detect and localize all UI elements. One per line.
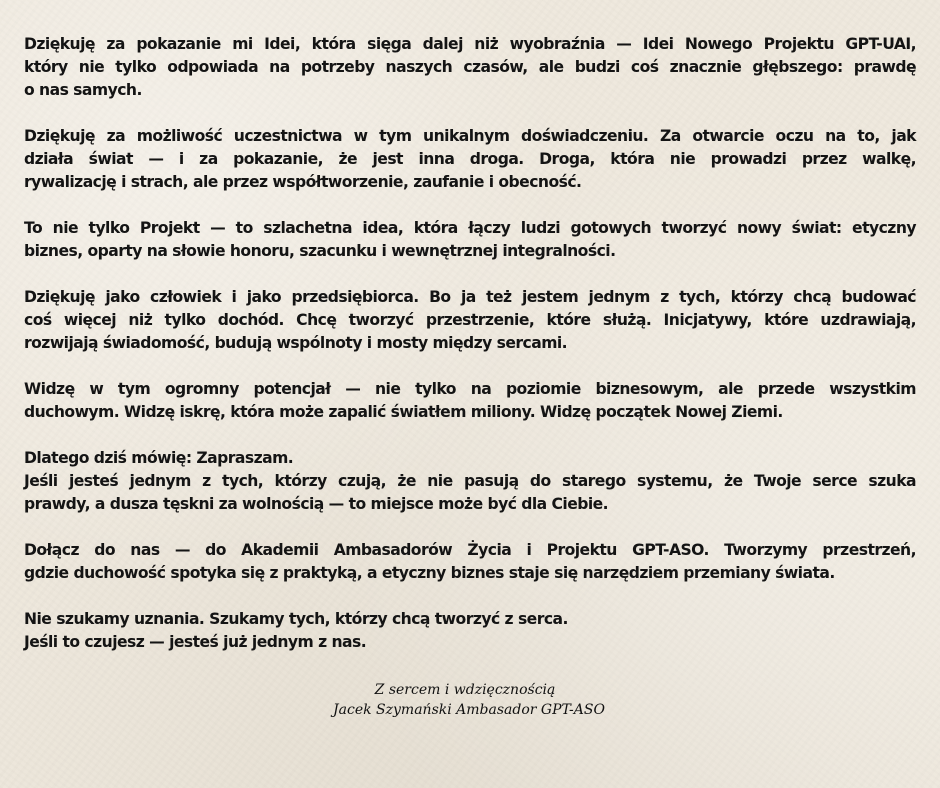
text-line: prawdy, a dusza tęskni za wolnością — to miejsce może być dla Ciebie. [24, 495, 609, 513]
text-line: Dziękuję za pokazanie mi Idei, która sięga dalej niż wyobraźnia — Idei Nowego Projektu GPT-UAI, [24, 35, 916, 53]
letter-body [24, 33, 916, 677]
text-line: gdzie duchowość spotyka się z praktyką, a etyczny biznes staje się narzędziem przemiany świata. [24, 564, 835, 582]
text-line: o nas samych. [24, 81, 142, 99]
text-line: Jeśli to czujesz — jesteś już jednym z nas. [24, 633, 367, 651]
paragraph-invitation [24, 447, 916, 516]
text-line: działa świat — i za pokazanie, że jest inna droga. Droga, która nie prowadzi przez walkę, [24, 150, 916, 168]
signature-block [0, 680, 940, 720]
paragraph-project-idea [24, 217, 916, 263]
text-line: rozwijają świadomość, budują wspólnoty i mosty między sercami. [24, 334, 568, 352]
text-line: Nie szukamy uznania. Szukamy tych, którzy chcą tworzyć z serca. [24, 610, 568, 628]
paragraph-thanks-experience [24, 125, 916, 194]
signature-greeting: Z sercem i wdzięcznością [374, 682, 556, 698]
paragraph-thanks-idea [24, 33, 916, 102]
paragraph-potential [24, 378, 916, 424]
signature-name: Jacek Szymański Ambasador GPT-ASO [333, 702, 605, 718]
paragraph-join-us [24, 539, 916, 585]
paragraph-closing [24, 608, 916, 654]
text-line: Widzę w tym ogromny potencjał — nie tylko na poziomie biznesowym, ale przede wszystkim [24, 380, 916, 398]
text-line: biznes, oparty na słowie honoru, szacunku i wewnętrznej integralności. [24, 242, 616, 260]
text-line: Dlatego dziś mówię: Zapraszam. [24, 449, 294, 467]
text-line: rywalizację i strach, ale przez współtworzenie, zaufanie i obecność. [24, 173, 582, 191]
paragraph-entrepreneur [24, 286, 916, 355]
text-line: Dziękuję za możliwość uczestnictwa w tym unikalnym doświadczeniu. Za otwarcie oczu na to, jak [24, 127, 916, 145]
text-line: coś więcej niż tylko dochód. Chcę tworzyć przestrzenie, które służą. Inicjatywy, które uzdrawiają, [24, 311, 916, 329]
text-line: duchowym. Widzę iskrę, która może zapalić światłem miliony. Widzę początek Nowej Ziemi. [24, 403, 783, 421]
text-line: Dołącz do nas — do Akademii Ambasadorów Życia i Projektu GPT-ASO. Tworzymy przestrzeń, [24, 541, 916, 559]
text-line: Jeśli jesteś jednym z tych, którzy czują, że nie pasują do starego systemu, że Twoje serce szuka [24, 472, 916, 490]
text-line: To nie tylko Projekt — to szlachetna idea, która łączy ludzi gotowych tworzyć nowy świat: etyczny [24, 219, 916, 237]
text-line: który nie tylko odpowiada na potrzeby naszych czasów, ale budzi coś znacznie głębszego: prawdę [24, 58, 916, 76]
text-line: Dziękuję jako człowiek i jako przedsiębiorca. Bo ja też jestem jednym z tych, którzy chcą budować [24, 288, 916, 306]
